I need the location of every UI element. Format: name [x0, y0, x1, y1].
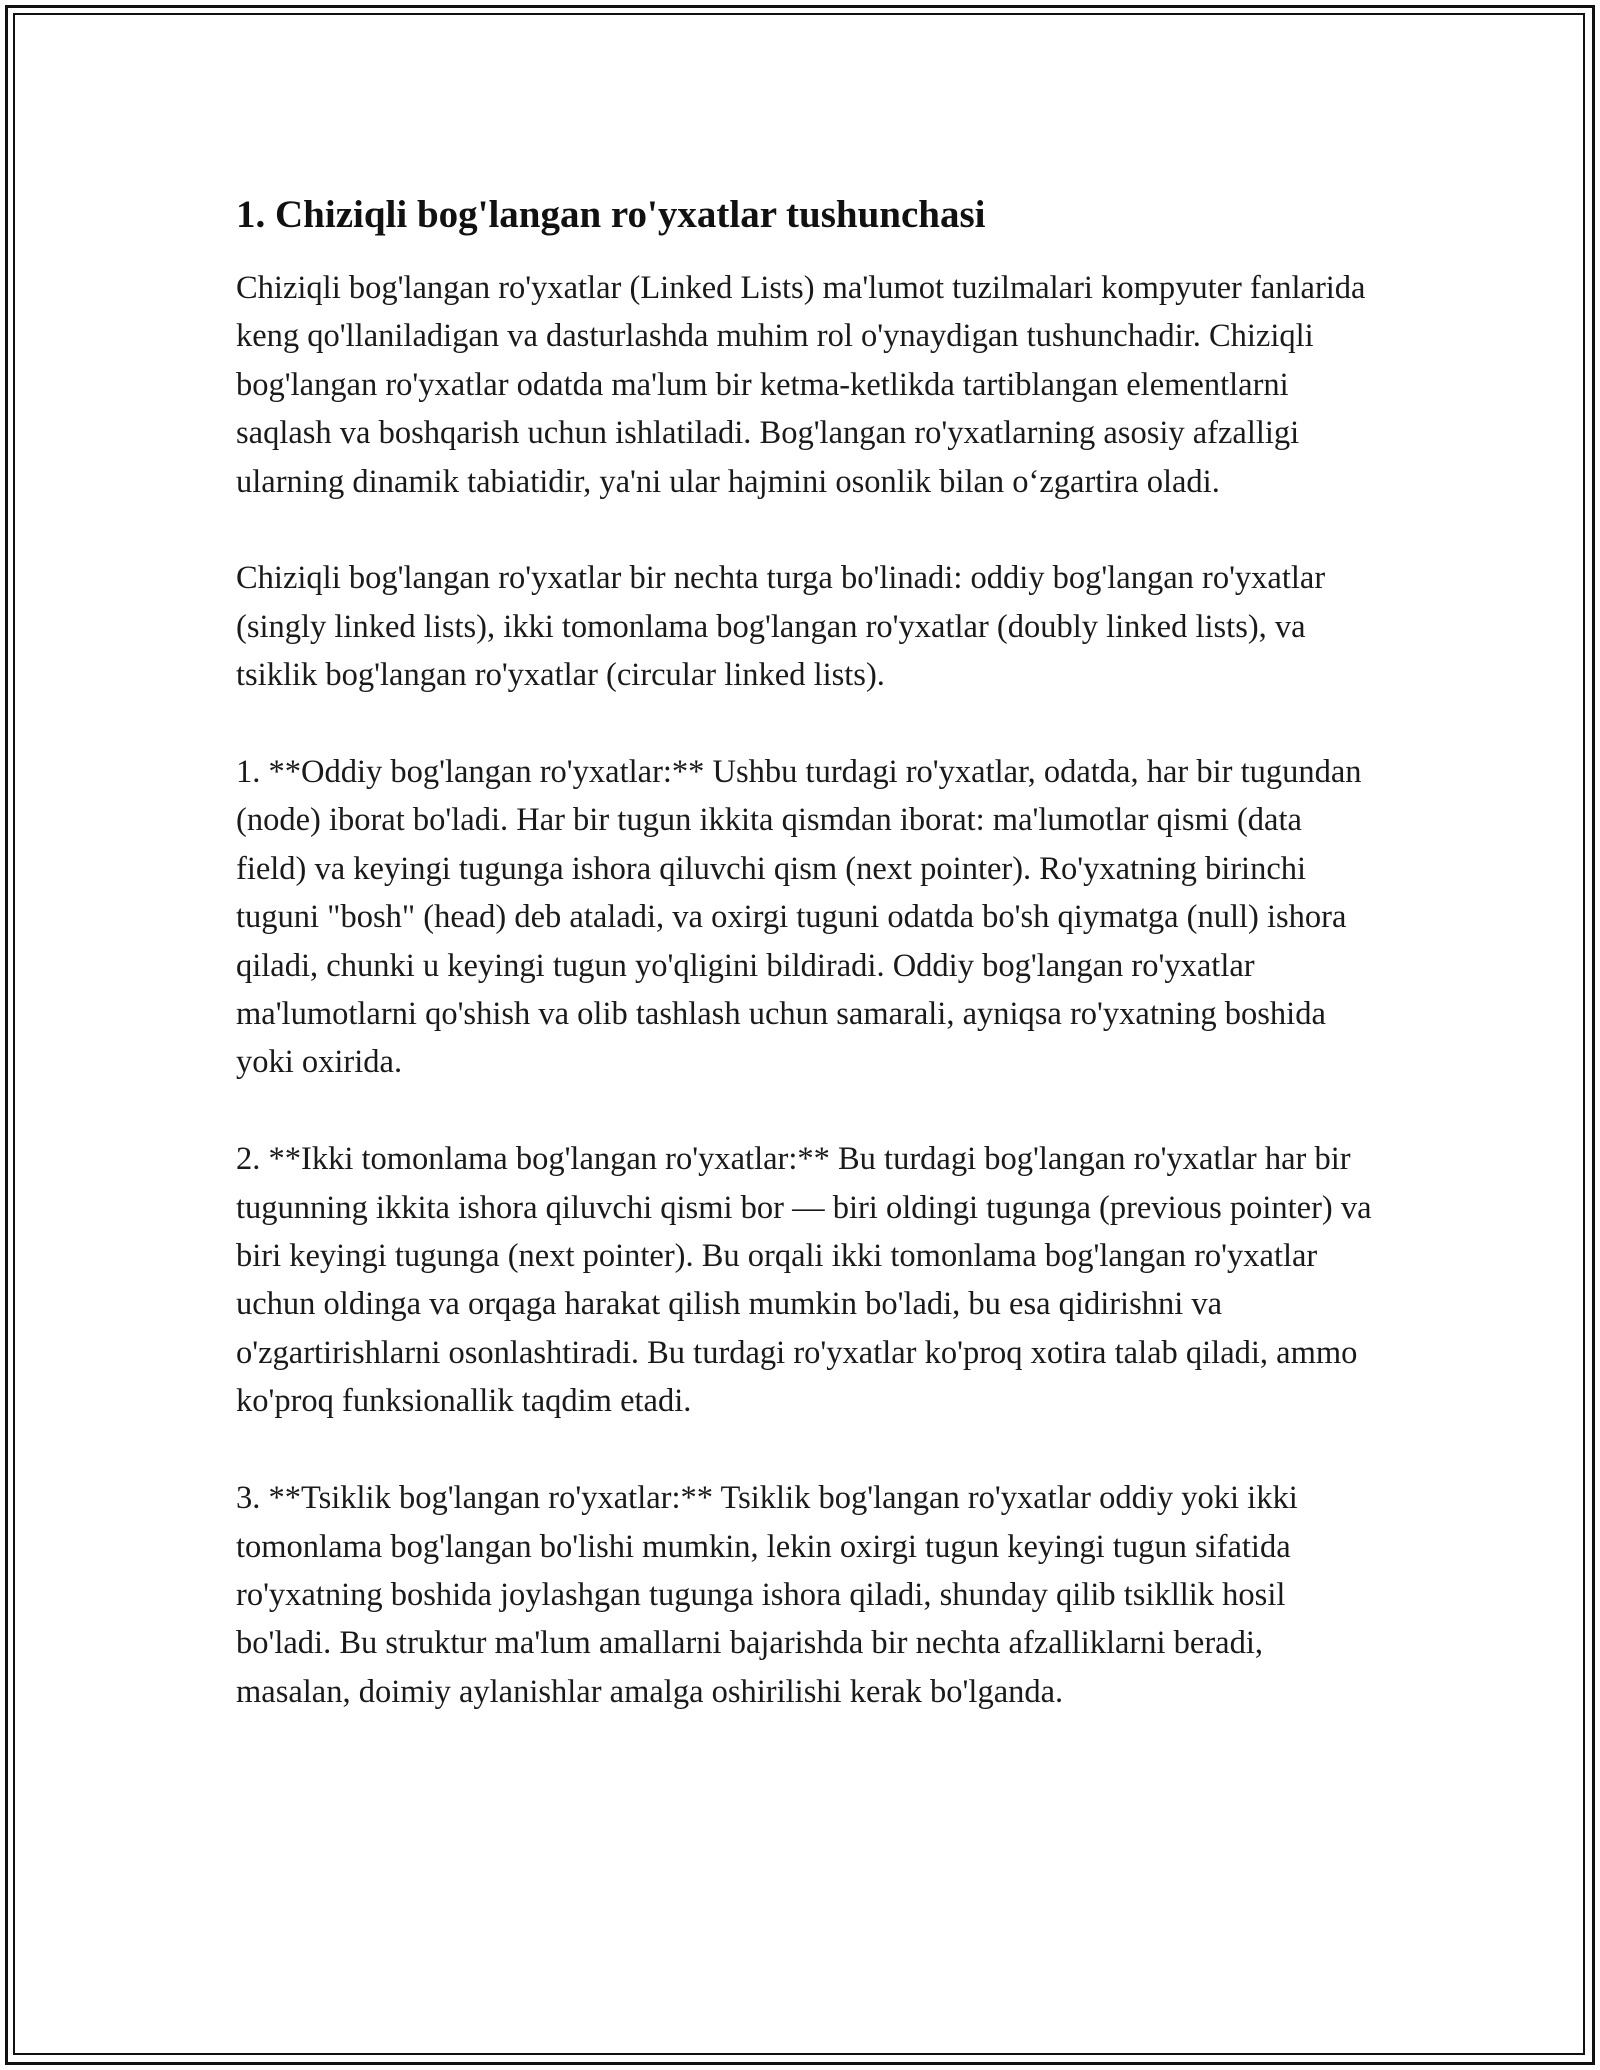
section-heading: 1. Chiziqli bog'langan ro'yxatlar tushunchasi	[236, 193, 986, 236]
paragraph-circular-linked: 3. **Tsiklik bog'langan ro'yxatlar:** Tsiklik bog'langan ro'yxatlar oddiy yoki ikki tomonlama bog'langan bo'lishi mumkin, lekin oxirgi tugun keyingi tugun sifatida ro'yxatning boshida joylashgan tugunga ishora qiladi, shunday qilib tsikllik hosil bo'ladi. Bu struktur ma'lum amallarni bajarishda bir nechta afzalliklarni beradi, masalan, doimiy aylanishlar amalga oshirilishi kerak bo'lganda.	[236, 1480, 1298, 1710]
paragraph-types: Chiziqli bog'langan ro'yxatlar bir nechta turga bo'linadi: oddiy bog'langan ro'yxatlar (singly linked lists), ikki tomonlama bog'langan ro'yxatlar (doubly linked lists), va tsiklik bog'langan ro'yxatlar (circular linked lists).	[236, 560, 1326, 694]
paragraph-doubly-linked: 2. **Ikki tomonlama bog'langan ro'yxatlar:** Bu turdagi bog'langan ro'yxatlar har bir tugunning ikkita ishora qiluvchi qismi bor — biri oldingi tugunga (previous pointer) va biri keyingi tugunga (next pointer). Bu orqali ikki tomonlama bog'langan ro'yxatlar uchun oldinga va orqaga harakat qilish mumkin bo'ladi, bu esa qidirishni va o'zgartirishlarni osonlashtiradi. Bu turdagi ro'yxatlar ko'proq xotira talab qiladi, ammo ko'proq funksionallik taqdim etadi.	[236, 1141, 1372, 1420]
paragraph-intro: Chiziqli bog'langan ro'yxatlar (Linked Lists) ma'lumot tuzilmalari kompyuter fanlarida keng qo'llaniladigan va dasturlashda muhim rol o'ynaydigan tushunchadir. Chiziqli bog'langan ro'yxatlar odatda ma'lum bir ketma-ketlikda tartiblangan elementlarni saqlash va boshqarish uchun ishlatiladi. Bog'langan ro'yxatlarning asosiy afzalligi ularning dinamik tabiatidir, ya'ni ular hajmini osonlik bilan o‘zgartira oladi.	[236, 270, 1366, 500]
paragraph-singly-linked: 1. **Oddiy bog'langan ro'yxatlar:** Ushbu turdagi ro'yxatlar, odatda, har bir tugundan (node) iborat bo'ladi. Har bir tugun ikkita qismdan iborat: ma'lumotlar qismi (data field) va keyingi tugunga ishora qiluvchi qism (next pointer). Ro'yxatning birinchi tuguni "bosh" (head) deb ataladi, va oxirgi tuguni odatda bo'sh qiymatga (null) ishora qiladi, chunki u keyingi tugun yo'qligini bildiradi. Oddiy bog'langan ro'yxatlar ma'lumotlarni qo'shish va olib tashlash uchun samarali, ayniqsa ro'yxatning boshida yoki oxirida.	[236, 754, 1362, 1081]
document-body	[236, 188, 1376, 1716]
